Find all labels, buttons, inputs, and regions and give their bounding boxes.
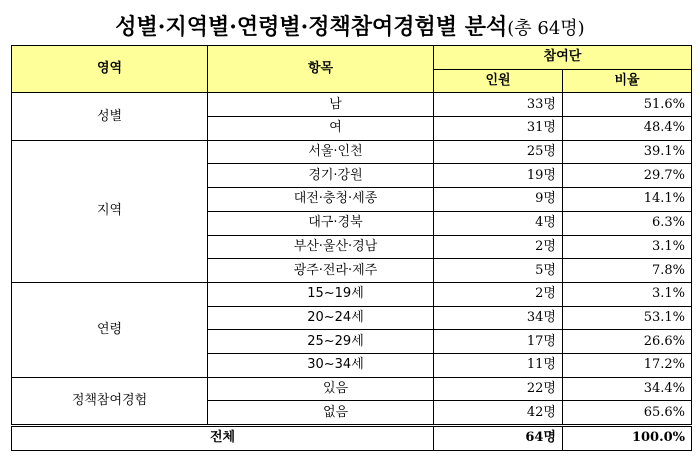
- total-count: 64명: [434, 426, 563, 451]
- header-item: 항목: [208, 46, 434, 93]
- ratio-cell: 34.4%: [563, 377, 692, 401]
- ratio-cell: 7.8%: [563, 259, 692, 283]
- total-ratio: 100.0%: [563, 426, 692, 451]
- count-cell: 34명: [434, 306, 563, 330]
- item-cell: 광주·전라·제주: [208, 259, 434, 283]
- ratio-cell: 65.6%: [563, 401, 692, 426]
- ratio-cell: 17.2%: [563, 353, 692, 377]
- item-cell: 25~29세: [208, 330, 434, 354]
- count-cell: 5명: [434, 259, 563, 283]
- item-cell: 남: [208, 93, 434, 117]
- item-cell: 20~24세: [208, 306, 434, 330]
- ratio-cell: 39.1%: [563, 140, 692, 164]
- total-row: [12, 426, 692, 451]
- header-ratio: 비율: [563, 69, 692, 93]
- header-group: 참여단: [434, 46, 692, 70]
- area-cell: 성별: [12, 93, 208, 140]
- count-cell: 22명: [434, 377, 563, 401]
- ratio-cell: 3.1%: [563, 235, 692, 259]
- table-title: [0, 10, 700, 41]
- area-cell: 연령: [12, 282, 208, 377]
- item-cell: 대구·경북: [208, 211, 434, 235]
- ratio-cell: 48.4%: [563, 117, 692, 141]
- count-cell: 2명: [434, 282, 563, 306]
- table-body: [12, 93, 692, 426]
- table-row: [12, 93, 692, 117]
- ratio-cell: 26.6%: [563, 330, 692, 354]
- item-cell: 30~34세: [208, 353, 434, 377]
- count-cell: 17명: [434, 330, 563, 354]
- count-cell: 19명: [434, 164, 563, 188]
- item-cell: 15~19세: [208, 282, 434, 306]
- count-cell: 33명: [434, 93, 563, 117]
- count-cell: 9명: [434, 188, 563, 212]
- item-cell: 대전·충청·세종: [208, 188, 434, 212]
- count-cell: 31명: [434, 117, 563, 141]
- count-cell: 4명: [434, 211, 563, 235]
- area-cell: 지역: [12, 140, 208, 282]
- table-row: [12, 377, 692, 401]
- count-cell: 2명: [434, 235, 563, 259]
- area-cell: 정책참여경험: [12, 377, 208, 425]
- count-cell: 25명: [434, 140, 563, 164]
- header-area: 영역: [12, 46, 208, 93]
- table-row: [12, 282, 692, 306]
- item-cell: 부산·울산·경남: [208, 235, 434, 259]
- count-cell: 11명: [434, 353, 563, 377]
- count-cell: 42명: [434, 401, 563, 426]
- item-cell: 없음: [208, 401, 434, 426]
- participant-table: [11, 45, 692, 451]
- ratio-cell: 3.1%: [563, 282, 692, 306]
- title-main: 성별·지역별·연령별·정책참여경험별 분석: [115, 14, 508, 40]
- ratio-cell: 29.7%: [563, 164, 692, 188]
- item-cell: 경기·강원: [208, 164, 434, 188]
- ratio-cell: 53.1%: [563, 306, 692, 330]
- ratio-cell: 14.1%: [563, 188, 692, 212]
- title-total-note: (총 64명): [507, 18, 585, 39]
- total-label: 전체: [12, 426, 434, 451]
- item-cell: 여: [208, 117, 434, 141]
- ratio-cell: 6.3%: [563, 211, 692, 235]
- table-row: [12, 140, 692, 164]
- item-cell: 서울·인천: [208, 140, 434, 164]
- header-count: 인원: [434, 69, 563, 93]
- ratio-cell: 51.6%: [563, 93, 692, 117]
- item-cell: 있음: [208, 377, 434, 401]
